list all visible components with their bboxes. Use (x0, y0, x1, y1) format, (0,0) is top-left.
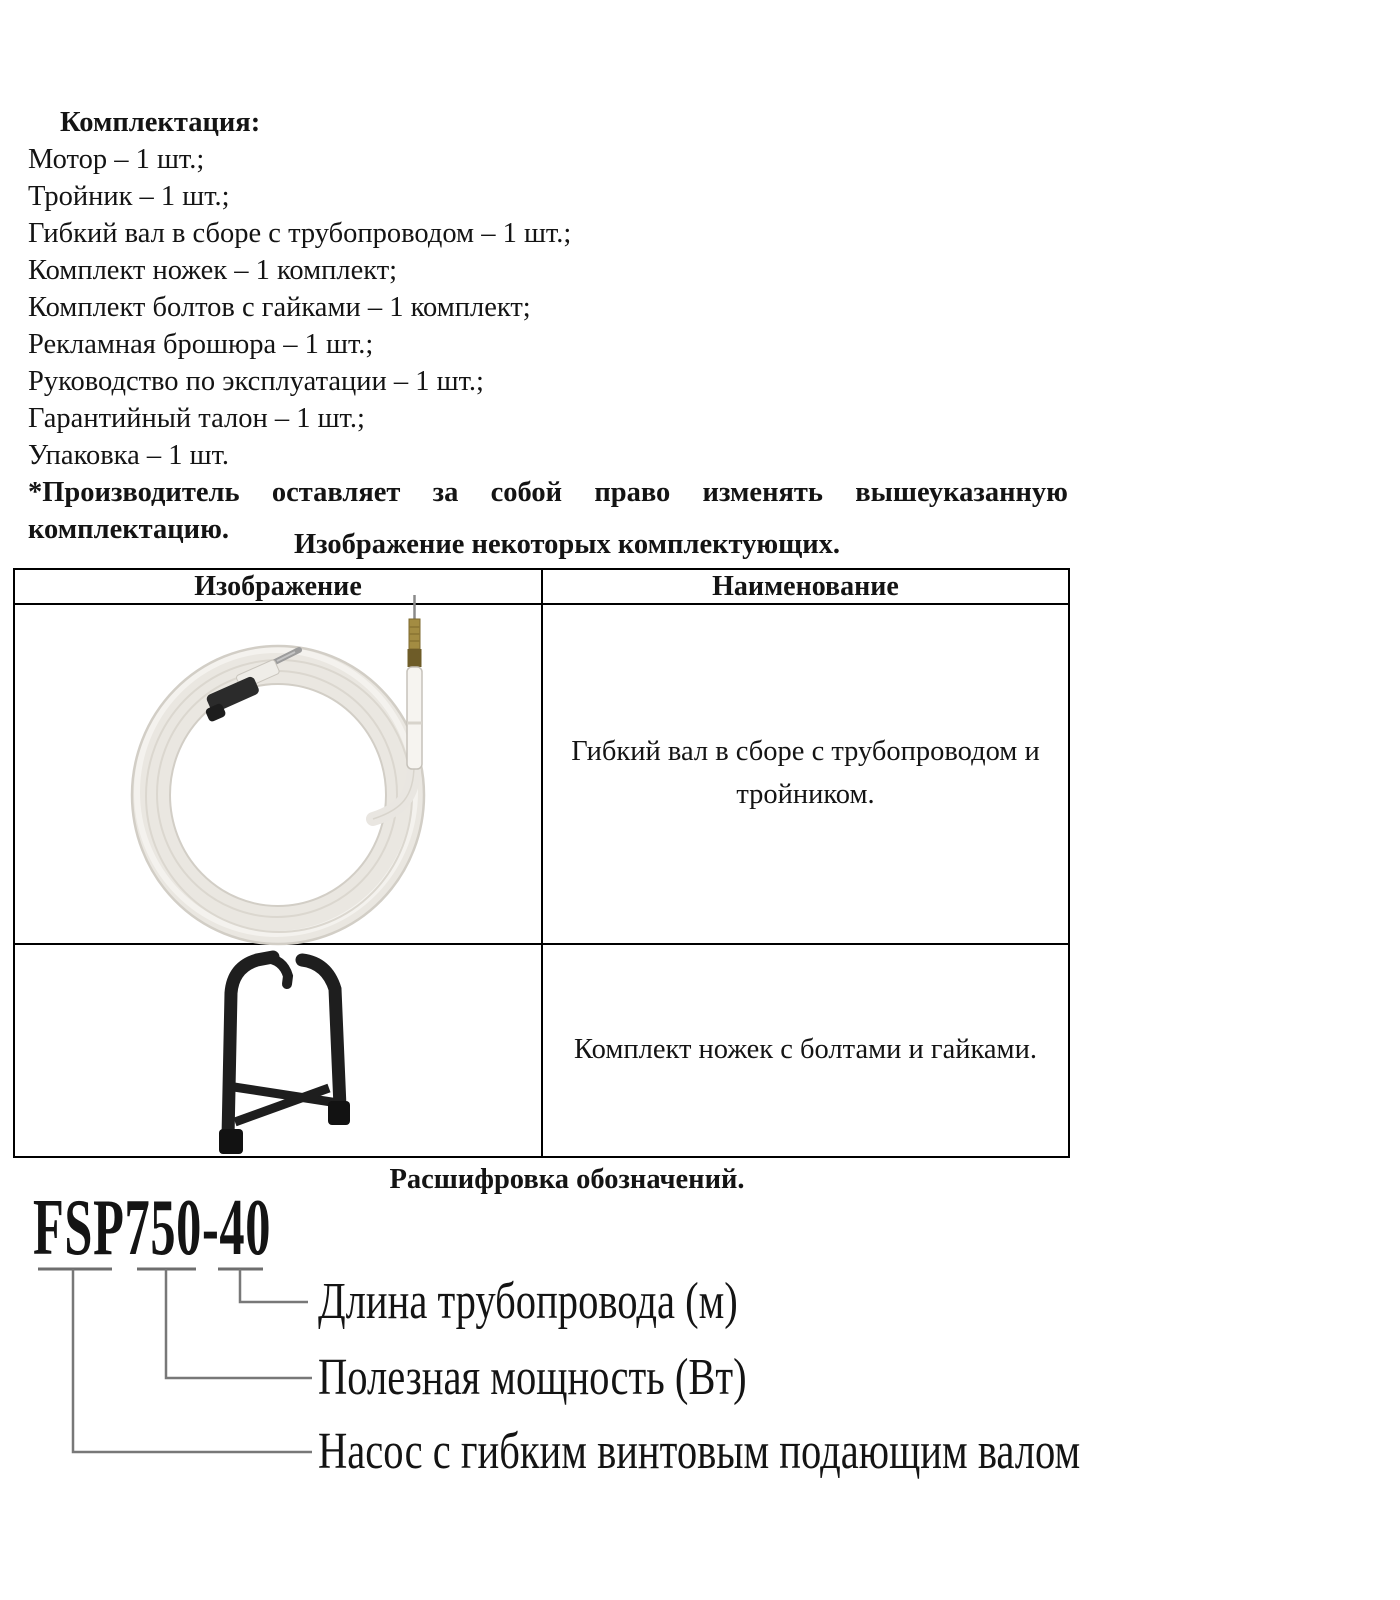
name-cell: Гибкий вал в сборе с трубопроводом и тройником. (571, 736, 1040, 810)
decode-label-useful-power: Полезная мощность (Вт) (318, 1349, 747, 1406)
model-code: FSP750-40 (33, 1184, 272, 1272)
package-item: Рекламная брошюра – 1 шт.; (28, 329, 374, 360)
decode-label-pump-type: Насос с гибким винтовым подающим валом (318, 1423, 1081, 1480)
note-word: изменять (702, 477, 823, 508)
package-item: Мотор – 1 шт.; (28, 144, 205, 175)
package-item: Руководство по эксплуатации – 1 шт.; (28, 366, 484, 397)
package-item: Упаковка – 1 шт. (28, 440, 230, 471)
note-word: вышеуказанную (855, 477, 1068, 508)
manufacturer-note-line1 (28, 474, 1068, 511)
note-word: за (432, 477, 459, 508)
package-item: Гибкий вал в сборе с трубопроводом – 1 шт.; (28, 218, 572, 249)
note-word: оставляет (271, 477, 401, 508)
decode-caption: Расшифровка обозначений. (389, 1164, 745, 1195)
note-word: собой (490, 477, 563, 508)
legs-kit-image (15, 945, 543, 1156)
table-header-row (15, 570, 1068, 605)
column-header-image: Изображение (15, 570, 543, 603)
components-table (13, 568, 1070, 1158)
image-cell (15, 605, 543, 943)
package-item: Гарантийный талон – 1 шт.; (28, 403, 365, 434)
package-item: Тройник – 1 шт.; (28, 181, 230, 212)
table-row (15, 945, 1068, 1156)
flexible-shaft-image (15, 605, 543, 943)
package-item: Комплект болтов с гайками – 1 комплект; (28, 292, 531, 323)
package-contents-title: Комплектация: (60, 107, 261, 138)
table-row (15, 605, 1068, 945)
note-word: право (594, 477, 671, 508)
name-cell: Комплект ножек с болтами и гайками. (574, 1034, 1037, 1066)
manufacturer-note-line2: комплектацию. (28, 514, 229, 545)
column-header-name: Наименование (712, 570, 899, 602)
package-item: Комплект ножек – 1 комплект; (28, 255, 398, 286)
components-table-caption: Изображение некоторых комплектующих. (293, 529, 841, 560)
package-contents-section (28, 104, 1068, 548)
image-cell (15, 945, 543, 1156)
decode-label-pipeline-length: Длина трубопровода (м) (318, 1273, 738, 1330)
note-word: *Производитель (28, 477, 240, 508)
